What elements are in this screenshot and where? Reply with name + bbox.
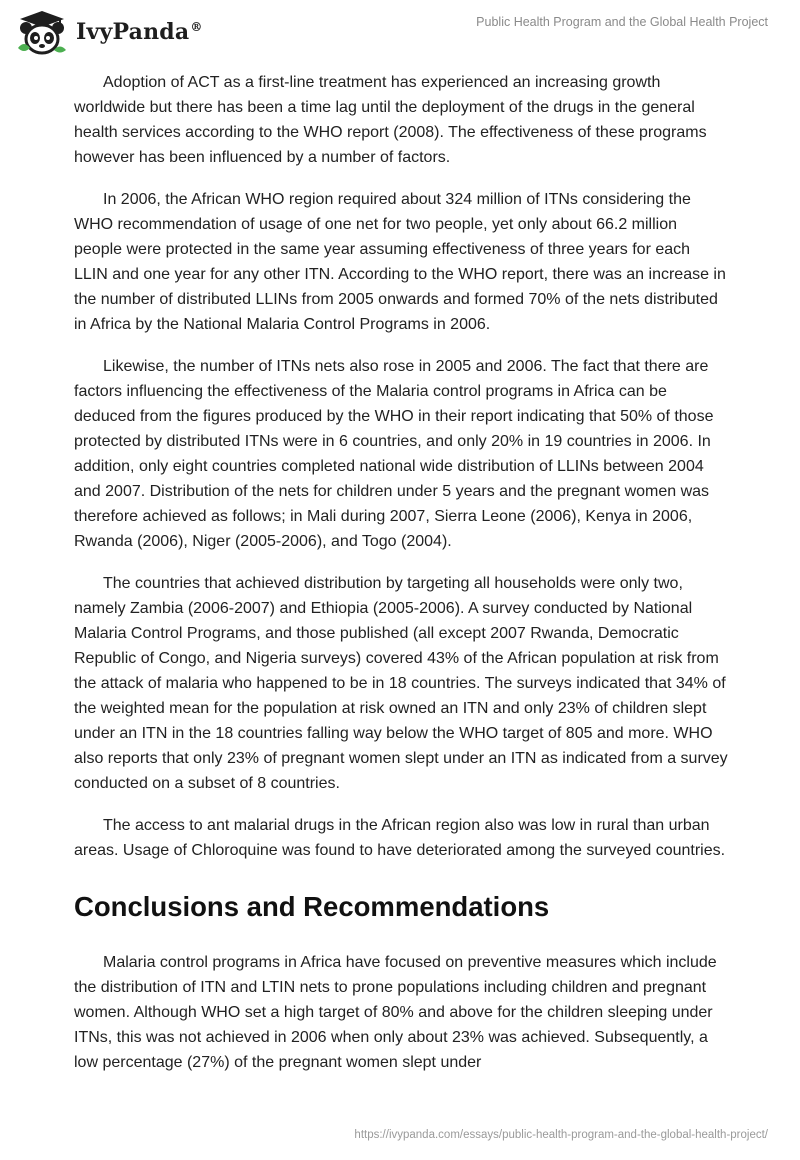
article-body	[74, 70, 728, 1092]
paragraph: The countries that achieved distribution by targeting all households were only two, namely Zambia (2006-2007) and Ethiopia (2005-2006). A survey conducted by National Malaria Control Programs, and those published (all except 2007 Rwanda, Democratic Republic of Congo, and Nigeria surveys) covered 43% of the African population at risk from the attack of malaria who happened to be in 18 countries. The surveys indicated that 34% of the weighted mean for the population at risk owned an ITN and only 23% of children slept under an ITN in the 18 countries falling way below the WHO target of 805 and more. WHO also reports that only 23% of pregnant women slept under an ITN as indicated from a survey conducted on a subset of 8 countries.	[74, 575, 728, 792]
panda-graduate-icon	[14, 8, 70, 56]
paragraph: In 2006, the African WHO region required about 324 million of ITNs considering the WHO recommendation of usage of one net for two people, yet only about 66.2 million people were protected in the same year assuming effectiveness of three years for each LLIN and one year for any other ITN. According to the WHO report, there was an increase in the number of distributed LLINs from 2005 onwards and formed 70% of the nets distributed in Africa by the National Malaria Control Programs in 2006.	[74, 191, 726, 333]
page-header	[0, 0, 800, 64]
document-title: Public Health Program and the Global Health Project	[476, 15, 768, 29]
paragraph: The access to ant malarial drugs in the African region also was low in rural than urban areas. Usage of Chloroquine was found to have deteriorated among the surveyed countries.	[74, 817, 726, 859]
paragraph: Malaria control programs in Africa have focused on preventive measures which include the distribution of ITN and LTIN nets to prone populations including children and pregnant women. Although WHO set a high target of 80% and above for the children sleeping under ITNs, this was not achieved in 2006 when only about 23% was achieved. Subsequently, a low percentage (27%) of the pregnant women slept under	[74, 954, 717, 1071]
paragraph: Likewise, the number of ITNs nets also rose in 2005 and 2006. The fact that there are factors influencing the effectiveness of the Malaria control programs in Africa can be deduced from the figures produced by the WHO in their report indicating that 50% of those protected by distributed ITNs were in 6 countries, and only 20% in 19 countries in 2006. In addition, only eight countries completed national wide distribution of LLINs between 2004 and 2007. Distribution of the nets for children under 5 years and the pregnant women was therefore achieved as follows; in Mali during 2007, Sierra Leone (2006), Kenya in 2006, Rwanda (2006), Niger (2005-2006), and Togo (2004).	[74, 358, 714, 550]
section-heading: Conclusions and Recommendations	[74, 891, 550, 922]
source-url[interactable]: https://ivypanda.com/essays/public-health-program-and-the-global-health-project/	[354, 1129, 768, 1141]
paragraph: Adoption of ACT as a first-line treatment has experienced an increasing growth worldwide but there has been a time lag until the deployment of the drugs in the general health services according to the WHO report (2008). The effectiveness of these programs however has been influenced by a number of factors.	[74, 74, 707, 166]
ivypanda-logo[interactable]	[14, 8, 203, 56]
logo-wordmark: IvyPanda®	[76, 19, 203, 45]
